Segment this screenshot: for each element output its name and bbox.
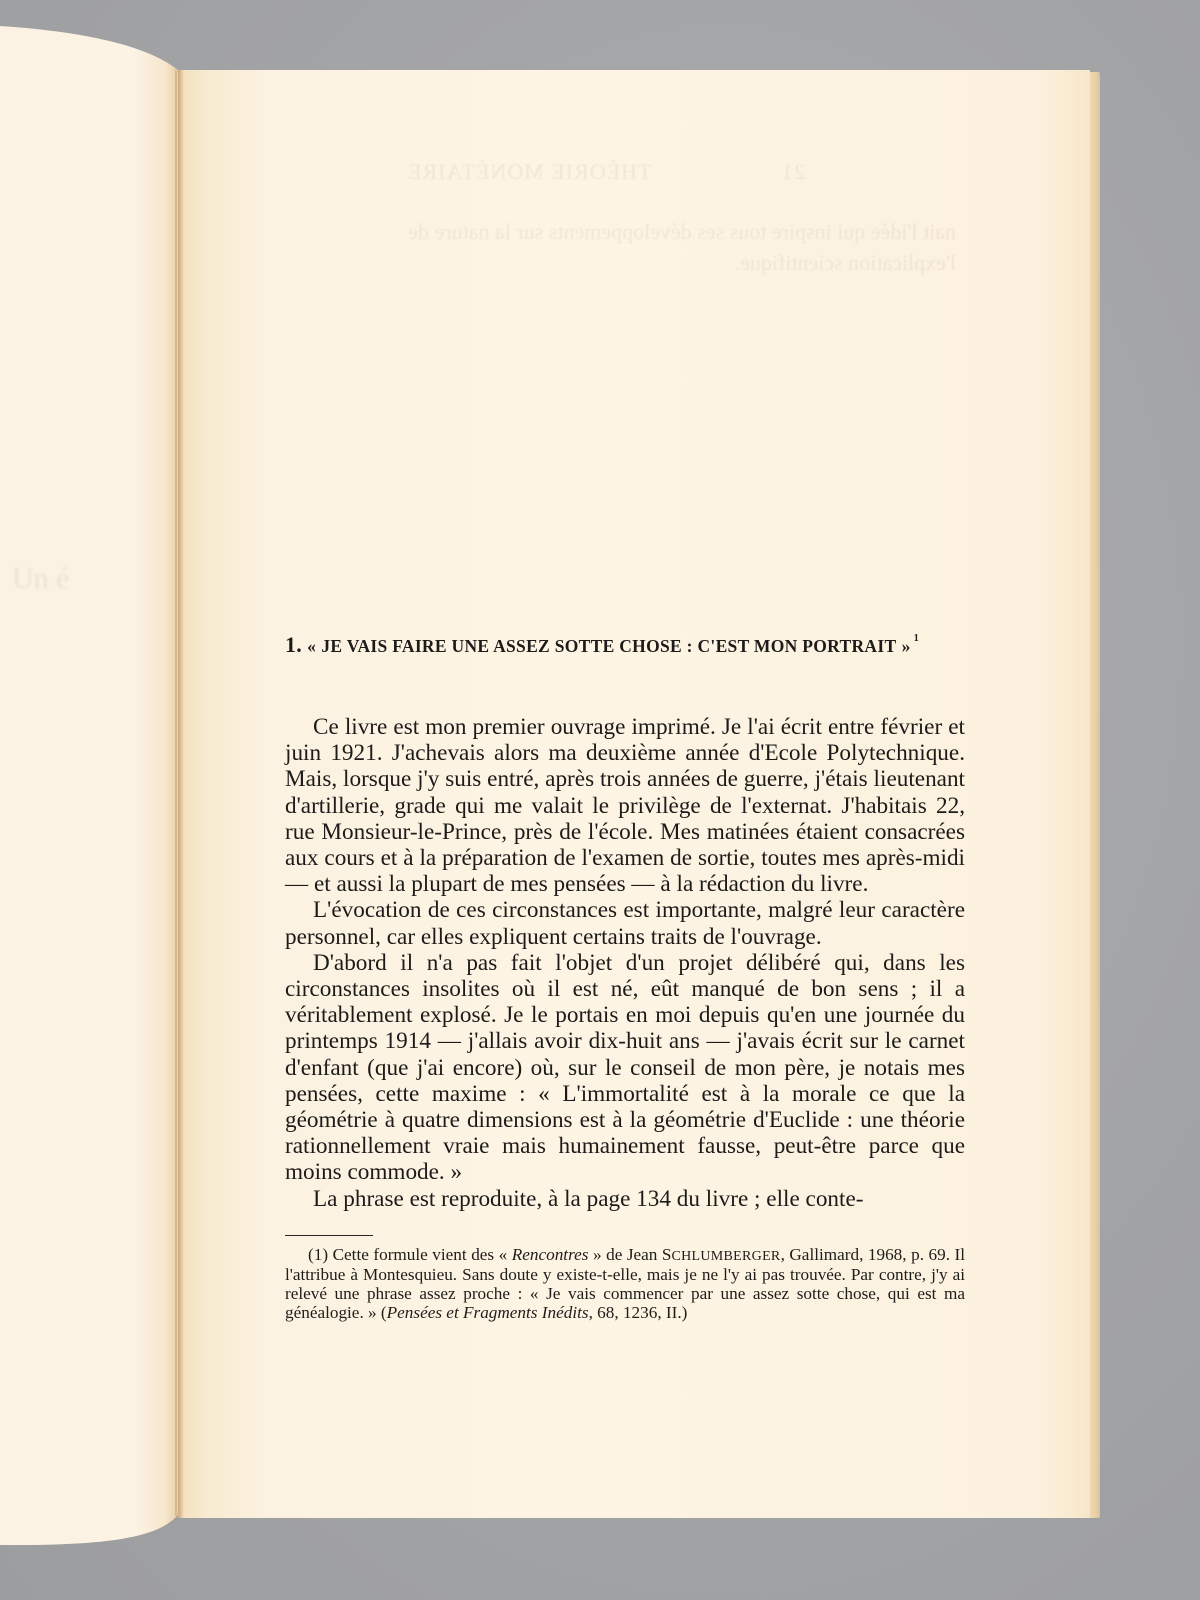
footnote-marker: (1): [308, 1244, 329, 1264]
footnote-author: [662, 1245, 781, 1264]
paragraph: D'abord il n'a pas fait l'objet d'un projet délibéré qui, dans les circonstances insolites où il est né, eût manqué de bon sens ; il a véritablement explosé. Je le portais en moi depuis qu'en une journée du printemps 1914 — j'allais avoir dix-huit ans — j'avais écrit sur le carnet d'enfant (que j'ai encore) où, sur le conseil de mon père, je notais mes pensées, cette maxime : « L'immortalité est à la morale ce que la géométrie à quatre dimensions est à la géométrie d'Euclide : une théorie rationnellement vraie mais humainement fausse, peut-être parce que moins commode. »: [285, 949, 965, 1186]
chapter-title: JE VAIS FAIRE UNE ASSEZ SOTTE CHOSE : C'EST MON PORTRAIT: [321, 636, 897, 656]
footnote-text: Cette formule vient des «: [332, 1244, 508, 1264]
footnote-text: , Gallimard, 1968, p. 69. Il l'attribue à Montesquieu. Sans doute y existe-t-elle, mais je ne l'y ai pas trouvée. Par contre, j'y ai relevé une phrase assez proche : « Je vais commencer par une assez sotte chose, qui est ma généalogie. » (: [285, 1244, 966, 1322]
gutter-shadow: [178, 70, 184, 1518]
footnote-title-pensees: Pensées et Fragments Inédits: [386, 1302, 589, 1322]
show-through-line: nait l'idée qui inspire tous ses développements sur la nature de: [408, 218, 956, 244]
paragraph: L'évocation de ces circonstances est importante, malgré leur caractère personnel, car elles expliquent certains traits de l'ouvrage.: [285, 897, 965, 950]
show-through-text: [256, 156, 956, 279]
show-through-page-number: 21: [781, 159, 805, 184]
chapter-heading: [285, 626, 965, 659]
left-page-shape: [0, 0, 182, 1600]
show-through-running-head: THÉORIE MONÉTAIRE: [407, 159, 652, 184]
footnote-reference[interactable]: 1: [913, 633, 919, 644]
chapter-number: 1.: [285, 632, 302, 657]
chapter-close-quote: »: [901, 636, 911, 656]
footnote: [285, 1246, 965, 1322]
footnote-text: , 68, 1236, II.): [588, 1302, 688, 1322]
right-page: [178, 70, 1090, 1518]
page-content: [285, 626, 965, 1322]
footnote-text: » de Jean: [592, 1244, 658, 1264]
paragraph: Ce livre est mon premier ouvrage imprimé. Je l'ai écrit entre février et juin 1921. J'achevais alors ma deuxième année d'Ecole Polytechnique. Mais, lorsque j'y suis entré, après trois années de guerre, j'étais lieutenant d'artillerie, grade qui me valait le privilège de l'externat. J'habitais 22, rue Monsieur-le-Prince, près de l'école. Mes matinées étaient consacrées aux cours et à la préparation de l'examen de sortie, toutes mes après-midi — et aussi la plupart de mes pensées — à la rédaction du livre.: [285, 714, 965, 898]
body-text: [285, 714, 965, 1212]
chapter-open-quote: «: [307, 636, 317, 656]
footnote-author-rest: CHLUMBERGER: [671, 1248, 781, 1264]
left-page: [0, 0, 182, 1600]
show-through-header: [256, 156, 956, 188]
show-through-line: l'explication scientifique.: [734, 250, 956, 276]
footnote-rule: [285, 1235, 373, 1236]
footnote-author-initial: S: [661, 1244, 672, 1264]
paragraph: La phrase est reproduite, à la page 134 du livre ; elle conte-: [313, 1185, 864, 1212]
footnote-title-rencontres: Rencontres: [511, 1244, 589, 1264]
left-page-show-through-heading: Un é: [12, 562, 70, 595]
